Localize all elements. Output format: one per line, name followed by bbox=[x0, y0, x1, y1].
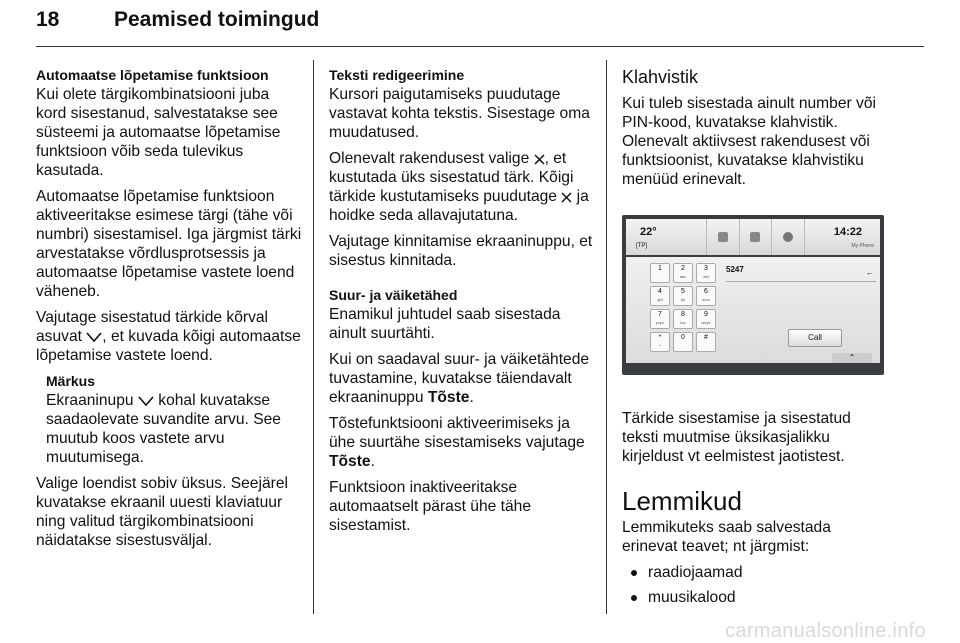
key-letters: mno bbox=[702, 297, 710, 302]
note-text bbox=[46, 391, 302, 467]
column-divider bbox=[313, 60, 314, 614]
watermark: carmanualsonline.info bbox=[725, 620, 926, 642]
keypad-area bbox=[626, 257, 880, 363]
paragraph bbox=[329, 149, 595, 225]
list-item: raadiojaamad bbox=[622, 563, 888, 582]
key-digit: 8 bbox=[681, 311, 685, 318]
key-digit: 0 bbox=[681, 334, 685, 341]
key-digit: 5 bbox=[681, 288, 685, 295]
paragraph bbox=[329, 414, 595, 471]
column-divider bbox=[606, 60, 607, 614]
key-digit: 7 bbox=[658, 311, 662, 318]
backspace-arrow-icon[interactable]: ← bbox=[866, 268, 874, 277]
keypad-key[interactable] bbox=[696, 332, 716, 352]
favorites-list bbox=[622, 563, 888, 607]
paragraph: Kui olete tärgikombinatsiooni juba kord sisestanud, salvestatakse see süsteemi ja automaatse lõpetamise funktsioon võib seda tulevikus kasutada. bbox=[36, 86, 281, 179]
key-digit: 3 bbox=[704, 265, 708, 272]
paragraph: Kursori paigutamiseks puudutage vastavat kohta tekstis. Sisestage oma muudatused. bbox=[329, 86, 590, 141]
key-digit: 4 bbox=[658, 288, 662, 295]
page-title: Peamised toimingud bbox=[114, 8, 320, 31]
info-tab[interactable] bbox=[771, 219, 804, 255]
keypad-key[interactable] bbox=[673, 309, 693, 329]
keypad-key[interactable] bbox=[673, 332, 693, 352]
shift-key-label: Tõste bbox=[329, 453, 371, 470]
x-delete-icon bbox=[561, 192, 572, 203]
text: . bbox=[469, 389, 474, 406]
chevron-down-icon bbox=[138, 395, 154, 407]
key-letters: ghi bbox=[657, 297, 663, 302]
key-digit: * bbox=[658, 334, 662, 341]
text: Olenevalt rakendusest valige bbox=[329, 150, 530, 167]
paragraph: Enamikul juhtudel saab sisestada ainult suurtähti. bbox=[329, 306, 561, 342]
call-button[interactable]: Call bbox=[788, 329, 842, 347]
note-label: Märkus bbox=[46, 373, 96, 389]
info-icon bbox=[783, 232, 793, 242]
key-letters: wxyz bbox=[701, 320, 711, 325]
keypad-key[interactable] bbox=[696, 309, 716, 329]
paragraph: Automaatse lõpetamise funktsioon aktiveeritakse esimese tärgi (tähe või numbri) sisestamisel. Iga järgmist tärki arvestatakse võrdlusprotsessis ja automaatse lõpetamise vastete loend väheneb. bbox=[36, 188, 302, 300]
phone-tab[interactable] bbox=[739, 219, 772, 255]
keypad-key[interactable] bbox=[673, 263, 693, 283]
key-letters: abc bbox=[679, 274, 687, 279]
chevron-up-icon[interactable]: ⌃ bbox=[832, 353, 872, 363]
section-heading: Lemmikud bbox=[622, 486, 742, 516]
music-tab[interactable] bbox=[706, 219, 739, 255]
key-letters: def bbox=[703, 274, 709, 279]
text: ja hoidke seda allavajutatuna. bbox=[329, 188, 589, 224]
text: kohal kuvatakse saadaolevate suvandite arvu. See muutub koos vastete arvu muutumisega. bbox=[46, 392, 281, 466]
list-item: muusikalood bbox=[622, 588, 888, 607]
keypad-key[interactable] bbox=[650, 286, 670, 306]
paragraph: Kui tuleb sisestada ainult number või PIN-kood, kuvatakse klahvistik. Olenevalt aktiivsest rakendusest või funktsioonist, kuvatakse klahvistiku menüüd erinevalt. bbox=[622, 95, 876, 188]
text: Ekraaninupu bbox=[46, 392, 134, 409]
keypad-key[interactable] bbox=[650, 332, 670, 352]
section-heading: Automaatse lõpetamise funktsioon bbox=[36, 67, 269, 83]
phone-name: My Phone bbox=[851, 243, 874, 249]
paragraph: Funktsioon inaktiveeritakse automaatselt pärast ühe tähe sisestamist. bbox=[329, 479, 531, 534]
text: Kui on saadaval suur- ja väiketähtede tuvastamine, kuvatakse täiendavalt ekraaninuppu bbox=[329, 351, 590, 406]
header-rule bbox=[36, 46, 924, 47]
column-autocomplete bbox=[36, 66, 302, 557]
column-text-editing bbox=[329, 66, 595, 542]
key-letters: pqrs bbox=[656, 320, 664, 325]
text: Vajutage sisestatud tärkide kõrval asuvat bbox=[36, 309, 269, 345]
key-digit: 2 bbox=[681, 265, 685, 272]
key-letters: jkl bbox=[681, 297, 685, 302]
text: , et kustutada üks sisestatud tärk. Kõigi tärkide kustutamiseks puudutage bbox=[329, 150, 574, 205]
page-number: 18 bbox=[36, 8, 60, 31]
app-tabs bbox=[706, 219, 836, 255]
empty-tab bbox=[804, 219, 837, 255]
text: . bbox=[370, 453, 375, 470]
keypad-key[interactable] bbox=[650, 263, 670, 283]
number-entry-field[interactable]: 5247 bbox=[726, 259, 876, 282]
key-digit: 6 bbox=[704, 288, 708, 295]
chevron-down-icon bbox=[86, 331, 102, 343]
keypad-key[interactable] bbox=[650, 309, 670, 329]
keypad-key[interactable] bbox=[696, 263, 716, 283]
clock: 14:22 bbox=[833, 226, 862, 238]
paragraph bbox=[36, 308, 302, 365]
section-heading: Suur- ja väiketähed bbox=[329, 287, 458, 303]
temperature: 22° bbox=[640, 226, 657, 238]
keypad-key[interactable] bbox=[673, 286, 693, 306]
keypad-grid bbox=[650, 263, 716, 352]
page-header bbox=[36, 8, 319, 32]
status-bar bbox=[626, 219, 880, 255]
paragraph: Valige loendist sobiv üksus. Seejärel kuvatakse ekraanil uuesti klaviatuur ning valitud tärgikombinatsiooni näidatakse sisestusväljal. bbox=[36, 475, 288, 549]
x-delete-icon bbox=[534, 154, 545, 165]
music-icon bbox=[718, 232, 728, 242]
keypad-key[interactable] bbox=[696, 286, 716, 306]
section-heading: Klahvistik bbox=[622, 67, 699, 87]
key-letters: tuv bbox=[680, 320, 686, 325]
paragraph: Vajutage kinnitamise ekraaninuppu, et sisestus kinnitada. bbox=[329, 233, 593, 269]
key-digit: # bbox=[704, 334, 708, 341]
section-heading: Teksti redigeerimine bbox=[329, 67, 465, 83]
key-digit: 1 bbox=[658, 265, 662, 272]
key-digit: 9 bbox=[704, 311, 708, 318]
note-box bbox=[36, 372, 302, 467]
paragraph: Lemmikuteks saab salvestada erinevat teavet; nt järgmist: bbox=[622, 519, 831, 555]
paragraph bbox=[329, 350, 595, 407]
shift-key-label: Tõste bbox=[427, 389, 470, 406]
key-letters: + bbox=[658, 343, 662, 348]
column-keypad bbox=[622, 66, 888, 613]
phone-icon bbox=[750, 232, 760, 242]
tp-indicator: [TP] bbox=[636, 243, 648, 249]
keypad-screenshot bbox=[622, 215, 884, 375]
text: Tõstefunktsiooni aktiveerimiseks ja ühe suurtähe sisestamiseks vajutage bbox=[329, 415, 585, 451]
text: , et kuvada kõigi automaatse lõpetamise vastete loend. bbox=[36, 328, 301, 364]
paragraph: Tärkide sisestamise ja sisestatud teksti muutmise üksikasjalikku kirjeldust vt eelmistest jaotistest. bbox=[622, 410, 851, 465]
